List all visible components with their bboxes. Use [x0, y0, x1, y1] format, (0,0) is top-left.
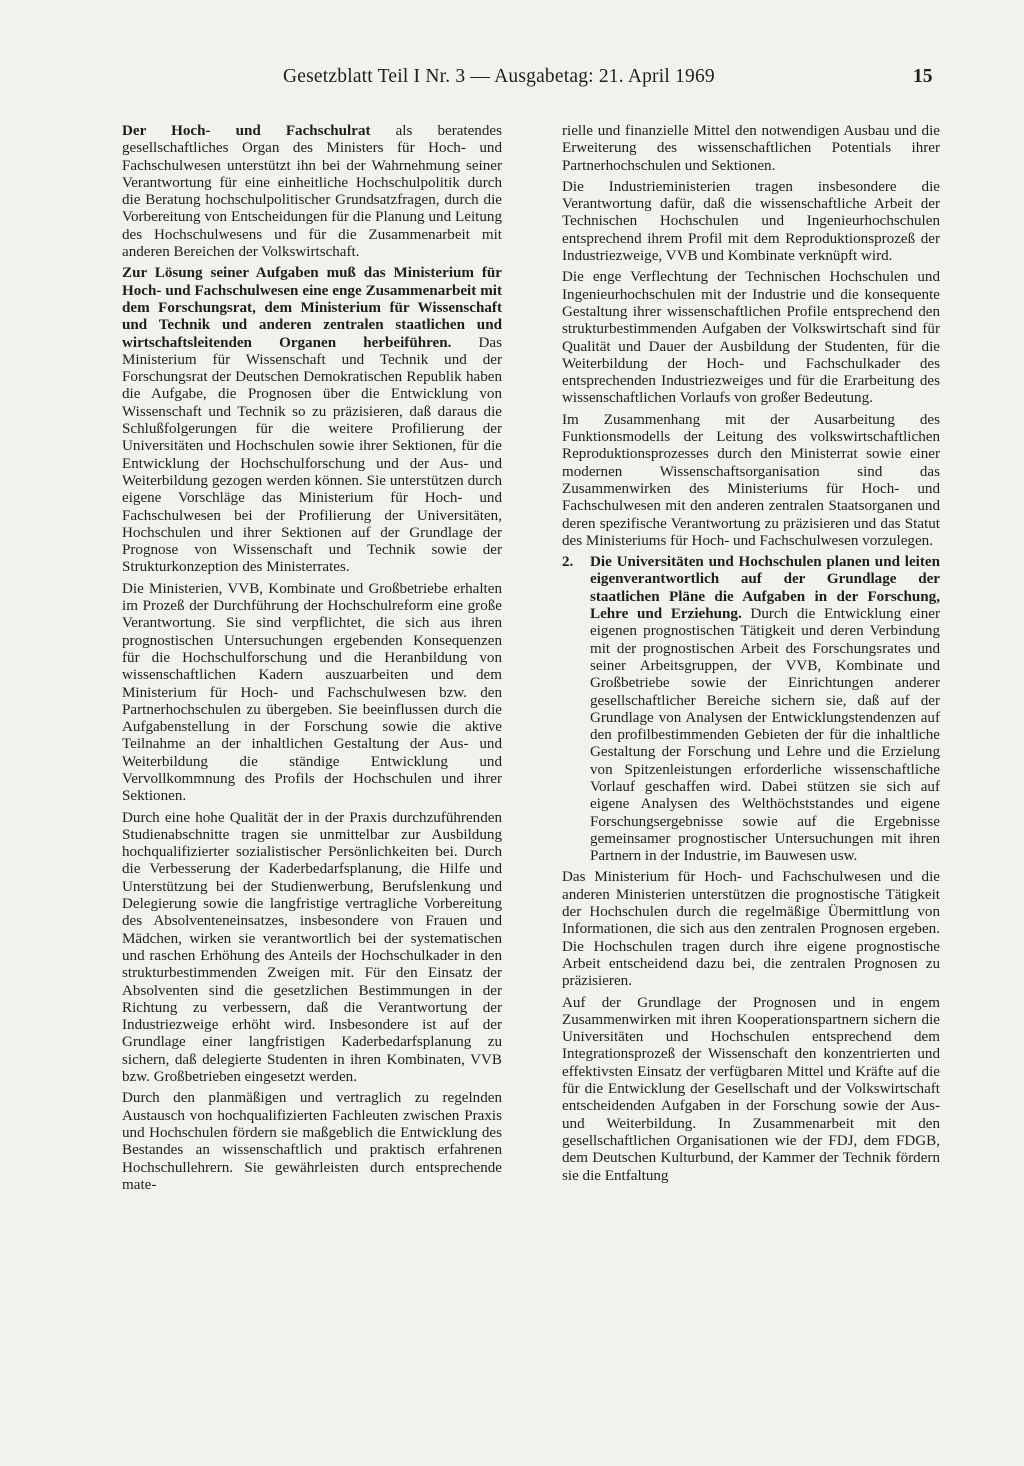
right-column	[562, 123, 940, 1189]
paragraph	[122, 123, 502, 261]
paragraph-number: 2.	[562, 554, 574, 571]
paragraph: Das Ministerium für Hoch- und Fachschulwesen und die anderen Ministerien unterstützen die prognostische Tätigkeit der Hochschulen durch die regelmäßige Übermittlung von Informationen, die sich aus den zentralen Prognosen ergeben. Die Hochschulen tragen durch ihre eigene prognostische Arbeit entscheidend dazu bei, die zentralen Prognosen zu präzisieren.	[562, 869, 940, 990]
paragraph-text: Durch die Entwicklung einer eigenen prognostischen Tätigkeit und deren Verbindung mit der prognostischen Arbeit des Forschungsrates und seiner Arbeitsgruppen, der VVB, Kombinate und Großbetriebe sowie der Einrichtungen anderer gesellschaftlicher Bereiche sichern sie, daß auf der Grundlage von Analysen der Entwicklungstendenzen auf den profilbestimmenden Gebieten der für die inhaltliche Gestaltung der Forschung und Lehre und die Erzielung von Spitzenleistungen erforderliche wissenschaftliche Vorlauf geschaffen wird. Dabei stützen sie sich auf eigene Analysen des Welthöchststandes und eigene Forschungsergebnisse sowie auf die Ergebnisse gemeinsamer prognostischer Untersuchungen mit ihren Partnern in der Industrie, im Bauwesen usw.	[590, 606, 940, 865]
bold-lead: Zur Lösung seiner Aufgaben muß das Ministerium für Hoch- und Fachschulwesen eine enge Zusammenarbeit mit dem Forschungsrat, dem Ministerium für Wissenschaft und Technik und anderen zentralen staatlichen und wirtschaftsleitenden Organen herbeiführen.	[122, 265, 502, 351]
paragraph: Die Ministerien, VVB, Kombinate und Großbetriebe erhalten im Prozeß der Durchführung der Hochschulreform eine große Verantwortung. Sie sind verpflichtet, die sich aus ihren prognostischen Untersuchungen ergebenden Konsequenzen für die Hochschulforschung und die Heranbildung von wissenschaftlichen Kadern auszuarbeiten und dem Ministerium für Hoch- und Fachschulwesen bzw. den Partnerhochschulen zu übergeben. Sie beeinflussen durch die Aufgabenstellung in der Forschung sowie die aktive Teilnahme an der inhaltlichen Gestaltung der Aus- und Weiterbildung die ständige Entwicklung und Vervollkommnung des Profils der Hochschulen und ihrer Sektionen.	[122, 580, 502, 805]
bold-paragraph: Die Industrieministerien tragen insbesondere die Verantwortung dafür, daß die wissenschaftliche Arbeit der Technischen Hochschulen und Ingenieurhochschulen entsprechend ihrem Profil mit dem Reproduktionsprozeß der Industriezweige, VVB und Kombinate verknüpft wird.	[562, 178, 940, 265]
paragraph: Im Zusammenhang mit der Ausarbeitung des Funktionsmodells der Leitung des volkswirtschaftlichen Reproduktionsprozesses durch den Ministerrat sowie einer modernen Wissenschaftsorganisation sind das Zusammenwirken des Ministeriums für Hoch- und Fachschulwesen mit den anderen zentralen Staatsorganen und deren spezifische Verantwortung zu präzisieren und das Statut des Ministeriums für Hoch- und Fachschulwesen vorzulegen.	[562, 411, 940, 549]
page-header	[0, 66, 1024, 96]
header-title: Gesetzblatt Teil I Nr. 3 — Ausgabetag: 21. April 1969	[283, 66, 715, 87]
bold-lead: Die Universitäten und Hochschulen planen und leiten eigenverantwortlich auf der Grundlage der staatlichen Pläne die Aufgaben in der Forschung, Lehre und Erziehung.	[590, 554, 940, 623]
paragraph: Die enge Verflechtung der Technischen Hochschulen und Ingenieurhochschulen mit der Industrie und die konsequente Gestaltung ihrer wissenschaftlichen Profile entsprechend den strukturbestimmenden Aufgaben der Volkswirtschaft sind für Qualität und Dauer der Ausbildung der Studenten, für die Weiterbildung der Hoch- und Fachschulkader des entsprechenden Industriezweiges und für die Erarbeitung des wissenschaftlichen Vorlaufs von großer Bedeutung.	[562, 269, 940, 407]
paragraph: Durch eine hohe Qualität der in der Praxis durchzuführenden Studienabschnitte tragen sie unmittelbar zur Ausbildung hochqualifizierter sozialistischer Persönlichkeiten bei. Durch die Verbesserung der Kaderbedarfsplanung, die Hilfe und Unterstützung bei der Studienwerbung, Berufslenkung und Delegierung sowie die langfristige vertragliche Vorbereitung des Absolventeneinsatzes, insbesondere von Frauen und Mädchen, wirken sie verantwortlich bei der systematischen und raschen Erhöhung des Anteils der Hochschulkader in den strukturbestimmenden Zweigen mit. Für den Einsatz der Absolventen sind die gesetzlichen Bestimmungen in der Richtung zu verbessern, daß die Verantwortung der Industriezweige erhöht wird. Insbesondere ist auf der Grundlage einer langfristigen Kaderbedarfsplanung zu sichern, daß delegierte Studenten in ihren Kombinaten, VVB bzw. Großbetrieben eingesetzt werden.	[122, 809, 502, 1086]
paragraph	[122, 265, 502, 576]
paragraph: rielle und finanzielle Mittel den notwendigen Ausbau und die Erweiterung des wissenschaftlichen Potentials ihrer Partnerhochschulen und Sektionen.	[562, 123, 940, 174]
left-column	[122, 123, 502, 1198]
paragraph-text: Das Ministerium für Wissenschaft und Technik und der Forschungsrat der Deutschen Demokratischen Republik haben die Aufgabe, die Prognosen über die Entwicklung von Wissenschaft und Technik so zu präzisieren, daß daraus die Schlußfolgerungen für die weitere Profilierung der Universitäten und Hochschulen sowie ihrer Sektionen, für die Entwicklung der Hochschulforschung und der Aus- und Weiterbildung gezogen werden können. Sie unterstützen durch eigene Vorschläge das Ministerium für Hoch- und Fachschulwesen bei der Profilierung der Universitäten, Hochschulen und ihrer Sektionen auf der Grundlage der Prognose von Wissenschaft und Technik sowie der Strukturkonzeption des Ministerrates.	[122, 334, 502, 576]
numbered-paragraph	[562, 554, 940, 865]
page-number: 15	[913, 66, 933, 87]
paragraph: Auf der Grundlage der Prognosen und in engem Zusammenwirken mit ihren Kooperationspartnern sichern die Universitäten und Hochschulen entsprechend dem Integrationsprozeß der Wissenschaft den konzentrierten und effektivsten Einsatz der verfügbaren Mittel und Kräfte auf die für die Entwicklung der Gesellschaft und der Volkswirtschaft entscheidenden Aufgaben in der Forschung sowie der Aus- und Weiterbildung. In Zusammenarbeit mit den gesellschaftlichen Organisationen wie der FDJ, dem FDGB, dem Deutschen Kulturbund, der Kammer der Technik fördern sie die Entfaltung	[562, 994, 940, 1184]
bold-lead: Der Hoch- und Fachschulrat	[122, 123, 371, 139]
paragraph-text: als beratendes gesellschaftliches Organ des Ministers für Hoch- und Fachschulwesen unterstützt ihn bei der Wahrnehmung seiner Verantwortung für eine einheitliche Hochschulpolitik durch die Beratung hochschulpolitischer Grundsatzfragen, durch die Vorbereitung von Entscheidungen für die Planung und Leitung des Hochschulwesens und für die Zusammenarbeit mit anderen Bereichen der Volkswirtschaft.	[122, 123, 502, 261]
paragraph: Durch den planmäßigen und vertraglich zu regelnden Austausch von hochqualifizierten Fachleuten zwischen Praxis und Hochschulen fördern sie maßgeblich die Entwicklung des Bestandes an wissenschaftlich und praktisch erfahrenen Hochschullehrern. Sie gewährleisten durch entsprechende mate-	[122, 1090, 502, 1193]
